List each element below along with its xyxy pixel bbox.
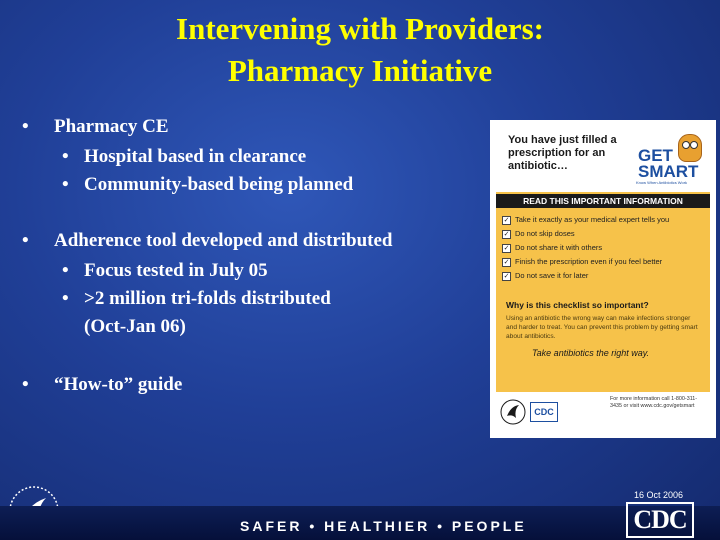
flyer-cdc-logo: CDC xyxy=(530,402,558,422)
checkbox-icon: ✓ xyxy=(503,245,510,252)
slide-title xyxy=(60,8,660,92)
bullet-marker: • xyxy=(22,374,29,395)
checkbox-icon: ✓ xyxy=(503,273,510,280)
slide-date: 16 Oct 2006 xyxy=(634,490,684,500)
bullet-text: “How-to” guide xyxy=(54,374,183,395)
title-line-2: Pharmacy Initiative xyxy=(227,53,493,88)
flyer-why-heading: Why is this checklist so important? xyxy=(506,300,649,310)
checkbox-icon: ✓ xyxy=(503,217,510,224)
checklist-item: ✓ Finish the prescription even if you feel better xyxy=(503,257,663,266)
flyer-tagline: Take antibiotics the right way. xyxy=(532,348,650,358)
flyer-footer xyxy=(496,392,710,432)
footer-bar xyxy=(0,506,720,540)
flyer-checklist xyxy=(502,214,706,284)
bullet-text: Pharmacy CE xyxy=(54,116,169,137)
flyer-body-text: Using an antibiotic the wrong way can make infections stronger and harder to treat. You can prevent this problem by getting smart about antibiotics. xyxy=(506,315,698,340)
bullet-marker: • xyxy=(22,116,29,137)
get-smart-logo xyxy=(630,132,704,188)
get-smart-tagline: Know When Antibiotics Work xyxy=(636,180,688,185)
bullet-text: >2 million tri-folds distributed xyxy=(84,288,331,309)
flyer-headline: You have just filled a prescription for an antibiotic… xyxy=(508,134,617,172)
checkbox-icon: ✓ xyxy=(503,259,510,266)
bullet-marker: • xyxy=(62,260,69,281)
flyer-body xyxy=(496,126,710,432)
bullet-text: Hospital based in clearance xyxy=(84,146,307,167)
hhs-eagle-icon xyxy=(500,398,526,426)
flyer-notice-bar: READ THIS IMPORTANT INFORMATION xyxy=(496,194,710,208)
flyer-header xyxy=(496,126,710,192)
bullet-text: Adherence tool developed and distributed xyxy=(54,230,393,251)
bullet-text: (Oct-Jan 06) xyxy=(84,316,186,337)
flyer-contact-info: For more information call 1-800-311-3435 or visit www.cdc.gov/getsmart xyxy=(610,396,698,409)
checklist-item: ✓ Do not save it for later xyxy=(503,271,589,280)
bullet-text: Community-based being planned xyxy=(84,174,354,195)
get-smart-flyer-image xyxy=(490,120,716,438)
bullet-marker: • xyxy=(22,230,29,251)
bullet-marker: • xyxy=(62,146,69,167)
bullet-marker: • xyxy=(62,288,69,309)
checkbox-icon: ✓ xyxy=(503,231,510,238)
get-smart-logo-text: GET SMART xyxy=(638,146,699,181)
bullet-marker: • xyxy=(62,174,69,195)
checklist-item: ✓ Do not skip doses xyxy=(503,229,575,238)
footer-slogan: SAFER • HEALTHIER • PEOPLE xyxy=(240,518,527,534)
checklist-item: ✓ Take it exactly as your medical expert tells you xyxy=(503,215,670,224)
bullet-text: Focus tested in July 05 xyxy=(84,260,268,281)
checklist-item: ✓ Do not share it with others xyxy=(503,243,603,252)
title-line-1: Intervening with Providers: xyxy=(176,11,544,46)
cdc-logo: CDC xyxy=(626,502,694,538)
owl-icon xyxy=(678,134,702,162)
